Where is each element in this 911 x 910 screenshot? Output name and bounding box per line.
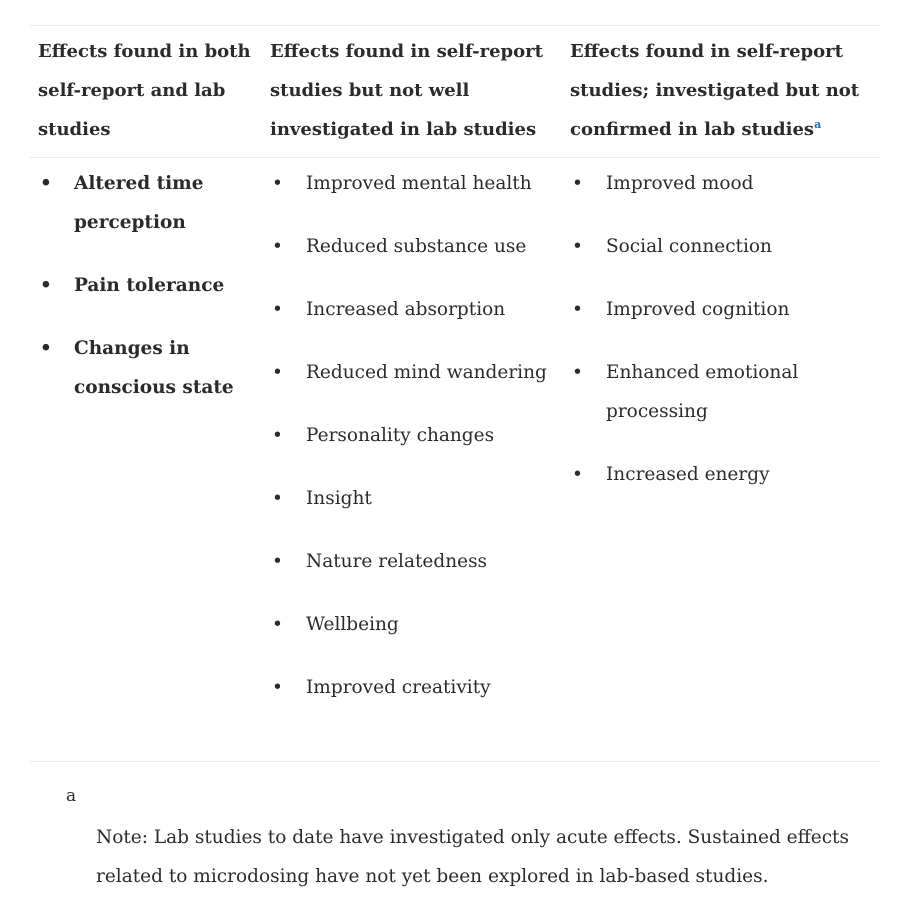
header-self-report-only: [262, 26, 562, 158]
list-item-text: Insight: [306, 488, 372, 509]
footnote-label: a: [66, 786, 77, 806]
list-item: [270, 479, 552, 518]
list-item-text: Pain tolerance: [74, 275, 225, 296]
cell-not-confirmed: [562, 158, 881, 762]
list-item: [570, 290, 871, 329]
bullet-icon: •: [272, 299, 283, 320]
list-item-text: Reduced substance use: [306, 236, 527, 257]
list-item: [570, 353, 871, 431]
bullet-icon: •: [572, 173, 583, 194]
footnote-ref-link[interactable]: a: [814, 118, 822, 131]
bullet-icon: •: [272, 236, 283, 257]
bullet-icon: •: [572, 362, 583, 383]
bullet-icon: •: [272, 551, 283, 572]
bullet-icon: •: [572, 464, 583, 485]
bullet-icon: •: [40, 338, 52, 359]
table-body-row: [30, 158, 881, 762]
cell-both: [30, 158, 262, 762]
bullet-icon: •: [272, 488, 283, 509]
list-item-text: Increased absorption: [306, 299, 506, 320]
list-item-text: Improved cognition: [606, 299, 790, 320]
list-item: [38, 164, 252, 242]
list-item-text: Wellbeing: [306, 614, 399, 635]
footnote: [66, 782, 881, 896]
list-item: [270, 668, 552, 707]
bullet-icon: •: [272, 173, 283, 194]
list-item: [570, 455, 871, 494]
list-item: [38, 329, 252, 407]
list-item: [270, 290, 552, 329]
footnote-ref: [814, 118, 821, 131]
list-item: [270, 164, 552, 203]
list-item: [270, 353, 552, 392]
cell-self-report-only: [262, 158, 562, 762]
list-item-text: Increased energy: [606, 464, 770, 485]
header-not-confirmed: [562, 26, 881, 158]
header-both-text: Effects found in both self-report and lab studies: [38, 41, 251, 140]
bullet-icon: •: [272, 614, 283, 635]
list-item: [270, 605, 552, 644]
bullet-icon: •: [40, 173, 52, 194]
list-item: [270, 227, 552, 266]
bullet-icon: •: [572, 299, 583, 320]
list-item: [38, 266, 252, 305]
list-item-text: Improved mental health: [306, 173, 532, 194]
footnote-text: Note: Lab studies to date have investigated only acute effects. Sustained effects related to microdosing have not yet been explored in lab-based studies.: [96, 827, 849, 887]
list-item: [570, 164, 871, 203]
list-item-text: Altered time perception: [74, 173, 204, 233]
list-item: [270, 416, 552, 455]
list-item-text: Changes in conscious state: [74, 338, 234, 398]
header-not-confirmed-text: Effects found in self-report studies; investigated but not confirmed in lab studies: [570, 41, 860, 140]
list-item-text: Improved creativity: [306, 677, 491, 698]
effects-table-container: [30, 25, 881, 762]
bullet-icon: •: [272, 362, 283, 383]
list-item: [570, 227, 871, 266]
list-item-text: Improved mood: [606, 173, 754, 194]
bullet-icon: •: [40, 275, 52, 296]
header-both: [30, 26, 262, 158]
header-self-report-only-text: Effects found in self-report studies but not well investigated in lab studies: [270, 41, 543, 140]
bullet-icon: •: [572, 236, 583, 257]
table-header-row: [30, 26, 881, 158]
list-item-text: Reduced mind wandering: [306, 362, 547, 383]
bullet-icon: •: [272, 425, 283, 446]
list-self-report-only: [270, 164, 552, 707]
list-both: [38, 164, 252, 407]
list-item-text: Social connection: [606, 236, 772, 257]
effects-table: [30, 25, 881, 762]
list-item-text: Enhanced emotional processing: [606, 362, 799, 422]
list-item: [270, 542, 552, 581]
list-item-text: Personality changes: [306, 425, 495, 446]
list-item-text: Nature relatedness: [306, 551, 488, 572]
bullet-icon: •: [272, 677, 283, 698]
list-not-confirmed: [570, 164, 871, 494]
